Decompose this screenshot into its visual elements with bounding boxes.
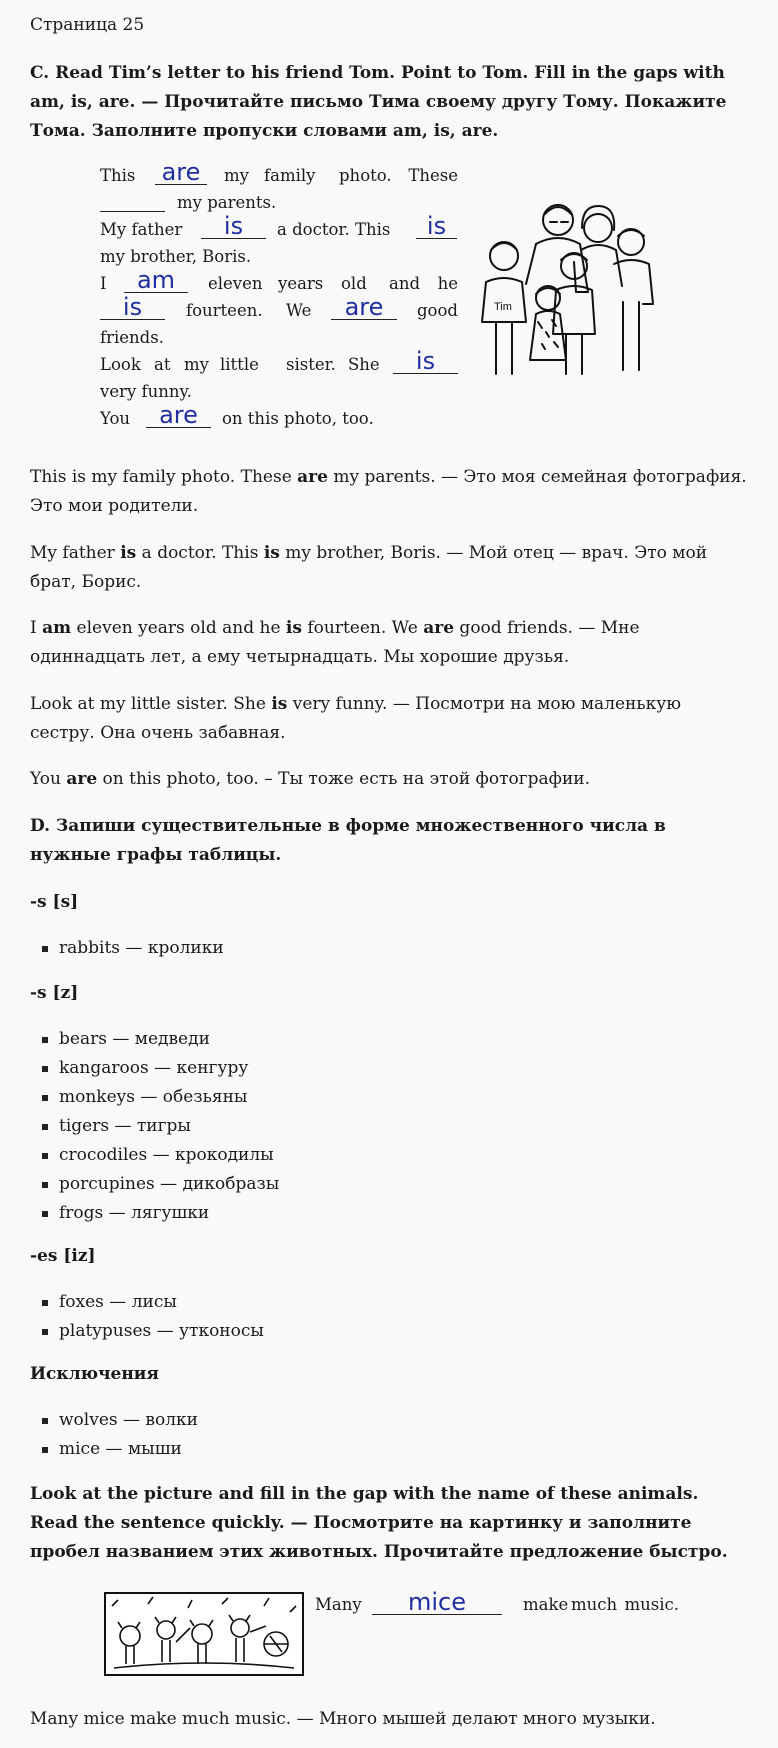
answer-5: is [122,293,143,321]
gap-3 [201,212,266,240]
exercise-e-translation: Many mice make much music. — Много мышей делают много музыки. [30,1709,656,1729]
ws-line-9: very funny. [100,382,192,401]
tim-label: Tim [494,301,512,313]
list-item: monkeys — обезьяны [30,1083,279,1112]
list-item: foxes — лисы [30,1288,264,1317]
mice-band-illustration [104,1592,304,1676]
gap-5 [124,266,188,294]
group-label-z: -s [z] [30,983,79,1003]
answer-line-4: Look at my little sister. She is very funny. — Посмотри на мою маленькую сестру. Она очень забавная. [30,694,682,743]
mice-gap [372,1588,502,1616]
gap-2 [100,194,165,212]
answer-8: are [159,401,198,429]
gap-4 [416,212,457,240]
list-item: porcupines — дикобразы [30,1170,279,1199]
ws-line-1: This are my family photo. These [100,158,458,186]
answer-2: is [223,212,244,240]
ws-line-3: My father is a doctor. This is [100,216,458,243]
gap-6 [100,293,165,321]
mice-answer: mice [407,1588,466,1616]
list-item: bears — медведи [30,1025,279,1054]
answer-4: am [136,266,176,294]
answer-1: are [161,158,201,186]
list-item: rabbits — кролики [30,934,224,963]
list-item: platypuses — утконосы [30,1317,264,1346]
gap-9 [146,401,211,429]
family-photo-illustration [476,192,686,382]
page-label: Страница 25 [30,15,145,35]
ws-line-6: is fourteen. We are good [100,297,458,324]
answer-6: are [344,293,384,321]
list-item: frogs — лягушки [30,1199,279,1228]
answer-line-5: You are on this photo, too. – Ты тоже есть на этой фотографии. [30,769,591,789]
answer-line-1: This is my family photo. These are my parents. — Это моя семейная фотография. Это мои родители. [30,467,747,516]
answer-line-2: My father is a doctor. This is my brother, Boris. — Мой отец — врач. Это мой брат, Борис. [30,543,708,592]
gap-7 [331,293,397,321]
exercise-e-heading: Look at the picture and fill in the gap with the name of these animals. Read the sentence quickly. — Посмотрите на картинку и заполните пробел названием этих животных. Прочитайте предложение быстро. [30,1484,728,1562]
ws-line-4: my brother, Boris. [100,247,252,266]
group-list-s [30,934,224,963]
group-label-iz: -es [iz] [30,1246,96,1266]
ws-line-7: friends. [100,328,164,347]
group-label-s: -s [s] [30,892,79,912]
ws-line-5: I am eleven years old and he [100,266,458,294]
group-label-exceptions: Исключения [30,1364,159,1384]
answer-line-3: I am eleven years old and he is fourteen. We are good friends. — Мне одиннадцать лет, а ему четырнадцать. Мы хорошие друзья. [30,618,640,667]
group-list-iz [30,1288,264,1346]
ws-line-2: my parents. [100,189,458,216]
exercise-c-heading: C. Read Tim’s letter to his friend Tom. Point to Tom. Fill in the gaps with am, is, are. — Прочитайте письмо Тима своему другу Тому. Покажите Тома. Заполните пропуски словами am, is, are. [30,63,727,141]
group-list-z [30,1025,279,1228]
ws-line-8: Look at my little sister. She is [100,351,458,378]
list-item: crocodiles — крокодилы [30,1141,279,1170]
mice-sentence: Many mice make much music. [315,1588,679,1616]
exercise-d-heading: D. Запиши существительные в форме множественного числа в нужные графы таблицы. [30,816,666,865]
list-item: wolves — волки [30,1406,198,1435]
list-item: mice — мыши [30,1435,198,1464]
gap-8 [393,347,458,375]
list-item: tigers — тигры [30,1112,279,1141]
answer-3: is [426,212,447,240]
ws-line-10: You are on this photo, too. [100,401,374,429]
list-item: kangaroos — кенгуру [30,1054,279,1083]
answer-7: is [415,347,436,375]
gap-1 [155,158,207,186]
group-list-exceptions [30,1406,198,1464]
